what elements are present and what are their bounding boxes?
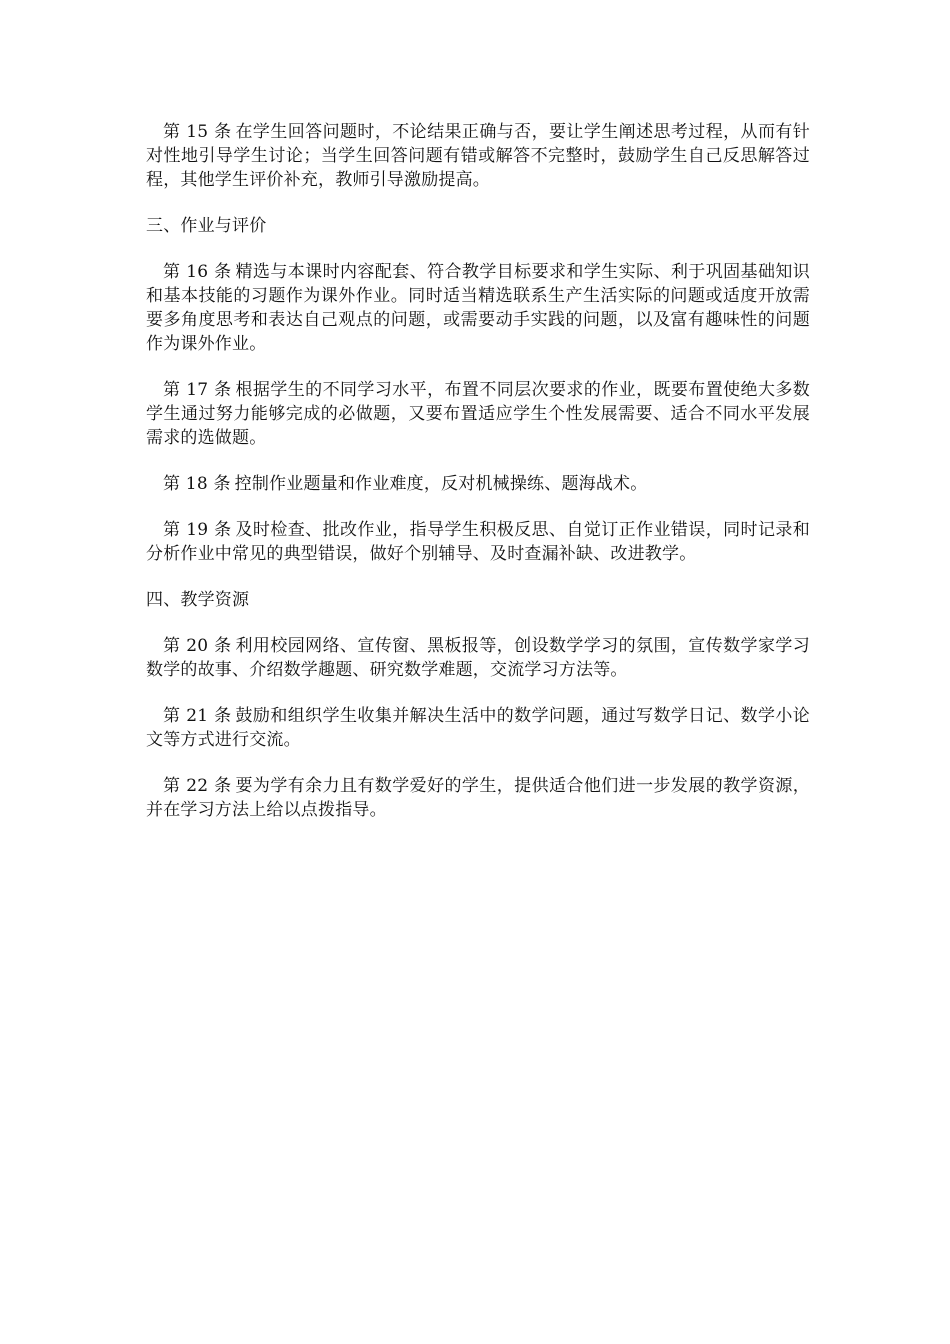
article-text: 鼓励和组织学生收集并解决生活中的数学问题，通过写数学日记、数学小论文等方式进行交流。 — [146, 706, 811, 750]
article-label: 第 22 条 — [163, 776, 232, 796]
article-text: 精选与本课时内容配套、符合教学目标要求和学生实际、利于巩固基础知识和基本技能的习题作为课外作业。同时适当精选联系生产生活实际的问题或适度开放需要多角度思考和表达自己观点的问题，或需要动手实践的问题，以及富有趣味性的问题作为课外作业。 — [146, 262, 811, 354]
article-text: 利用校园网络、宣传窗、黑板报等，创设数学学习的氛围，宣传数学家学习数学的故事、介绍数学趣题、研究数学难题，交流学习方法等。 — [146, 636, 811, 680]
article-text: 在学生回答问题时，不论结果正确与否，要让学生阐述思考过程，从而有针对性地引导学生讨论；当学生回答问题有错或解答不完整时，鼓励学生自己反思解答过程，其他学生评价补充，教师引导激励提高。 — [146, 122, 811, 190]
article-21 — [146, 704, 810, 752]
article-label: 第 16 条 — [163, 262, 232, 282]
section-heading-resources: 四、教学资源 — [146, 590, 250, 610]
article-label: 第 18 条 — [163, 474, 231, 494]
article-20 — [146, 634, 810, 682]
section-heading-homework: 三、作业与评价 — [146, 216, 267, 236]
article-17 — [146, 378, 810, 450]
article-label: 第 19 条 — [163, 520, 232, 540]
article-18 — [146, 472, 810, 496]
article-16 — [146, 260, 810, 356]
article-label: 第 17 条 — [163, 380, 232, 400]
article-text: 及时检查、批改作业，指导学生积极反思、自觉订正作业错误，同时记录和分析作业中常见的典型错误，做好个别辅导、及时查漏补缺、改进教学。 — [146, 520, 811, 564]
article-22 — [146, 774, 810, 822]
document-page — [146, 120, 810, 844]
article-text: 根据学生的不同学习水平，布置不同层次要求的作业，既要布置使绝大多数学生通过努力能够完成的必做题，又要布置适应学生个性发展需要、适合不同水平发展需求的选做题。 — [146, 380, 811, 448]
article-label: 第 20 条 — [163, 636, 232, 656]
article-label: 第 15 条 — [163, 122, 232, 142]
article-label: 第 21 条 — [163, 706, 232, 726]
article-19 — [146, 518, 810, 566]
article-15 — [146, 120, 810, 192]
article-text: 要为学有余力且有数学爱好的学生，提供适合他们进一步发展的教学资源，并在学习方法上给以点拨指导。 — [146, 776, 811, 820]
article-text: 控制作业题量和作业难度，反对机械操练、题海战术。 — [234, 474, 648, 494]
